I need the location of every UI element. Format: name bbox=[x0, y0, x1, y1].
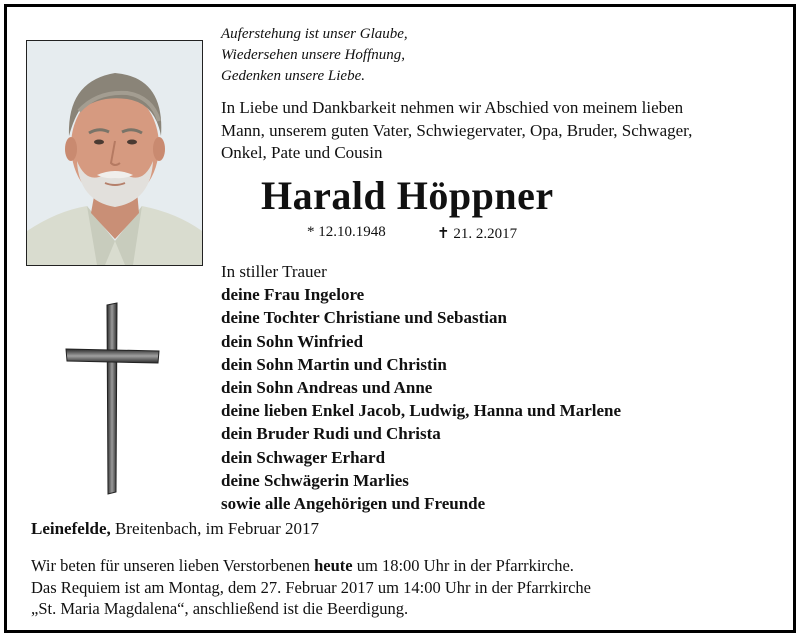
motto-line: Gedenken unsere Liebe. bbox=[221, 68, 365, 84]
service-line-3: „St. Maria Magdalena“, anschließend ist die Beerdigung. bbox=[31, 599, 409, 618]
intro-line: Onkel, Pate und Cousin bbox=[221, 143, 383, 162]
service-text: Wir beten für unseren lieben Verstorbenen bbox=[31, 556, 315, 575]
intro-text bbox=[221, 97, 781, 165]
intro-line: Mann, unserem guten Vater, Schwiegervater, Opa, Bruder, Schwager, bbox=[221, 120, 693, 140]
service-emphasis: heute bbox=[314, 556, 353, 575]
motto-line: Auferstehung ist unser Glaube, bbox=[221, 26, 408, 42]
place-rest: Breitenbach, im Februar 2017 bbox=[110, 519, 319, 538]
service-line-2: Das Requiem ist am Montag, dem 27. Februar 2017 um 14:00 Uhr in der Pfarrkirche bbox=[31, 577, 591, 597]
place-date bbox=[31, 519, 319, 539]
service-info bbox=[31, 555, 591, 620]
death-date: ✝ 21. 2.2017 bbox=[437, 226, 518, 242]
mourner-line: deine lieben Enkel Jacob, Ludwig, Hanna und Marlene bbox=[221, 401, 622, 421]
mourner-line: dein Schwager Erhard bbox=[221, 447, 386, 467]
birth-date: * 12.10.1948 bbox=[307, 224, 386, 240]
mourner-line: dein Sohn Andreas und Anne bbox=[221, 378, 433, 398]
service-line-1 bbox=[31, 555, 591, 577]
mourner-line: dein Bruder Rudi und Christa bbox=[221, 424, 441, 444]
mourner-line: dein Sohn Winfried bbox=[221, 331, 364, 351]
intro-line: In Liebe und Dankbarkeit nehmen wir Abschied von meinem lieben bbox=[221, 98, 684, 117]
mourner-line: sowie alle Angehörigen und Freunde bbox=[221, 494, 486, 514]
portrait-illustration bbox=[27, 41, 202, 265]
motto-line: Wiedersehen unsere Hoffnung, bbox=[221, 47, 405, 63]
mourners-intro: In stiller Trauer bbox=[221, 262, 327, 281]
mourner-line: dein Sohn Martin und Christin bbox=[221, 354, 447, 374]
portrait-photo bbox=[26, 40, 203, 266]
place-city: Leinefelde, bbox=[31, 519, 111, 538]
mourner-line: deine Frau Ingelore bbox=[221, 285, 365, 305]
deceased-name: Harald Höppner bbox=[261, 173, 554, 218]
service-text: um 18:00 Uhr in der Pfarrkirche. bbox=[352, 556, 574, 575]
mourner-line: deine Schwägerin Marlies bbox=[221, 470, 409, 490]
motto bbox=[221, 24, 408, 87]
cross-icon bbox=[63, 297, 163, 502]
mourners-list bbox=[221, 260, 621, 515]
mourner-line: deine Tochter Christiane und Sebastian bbox=[221, 308, 507, 328]
obituary-frame bbox=[4, 4, 796, 633]
